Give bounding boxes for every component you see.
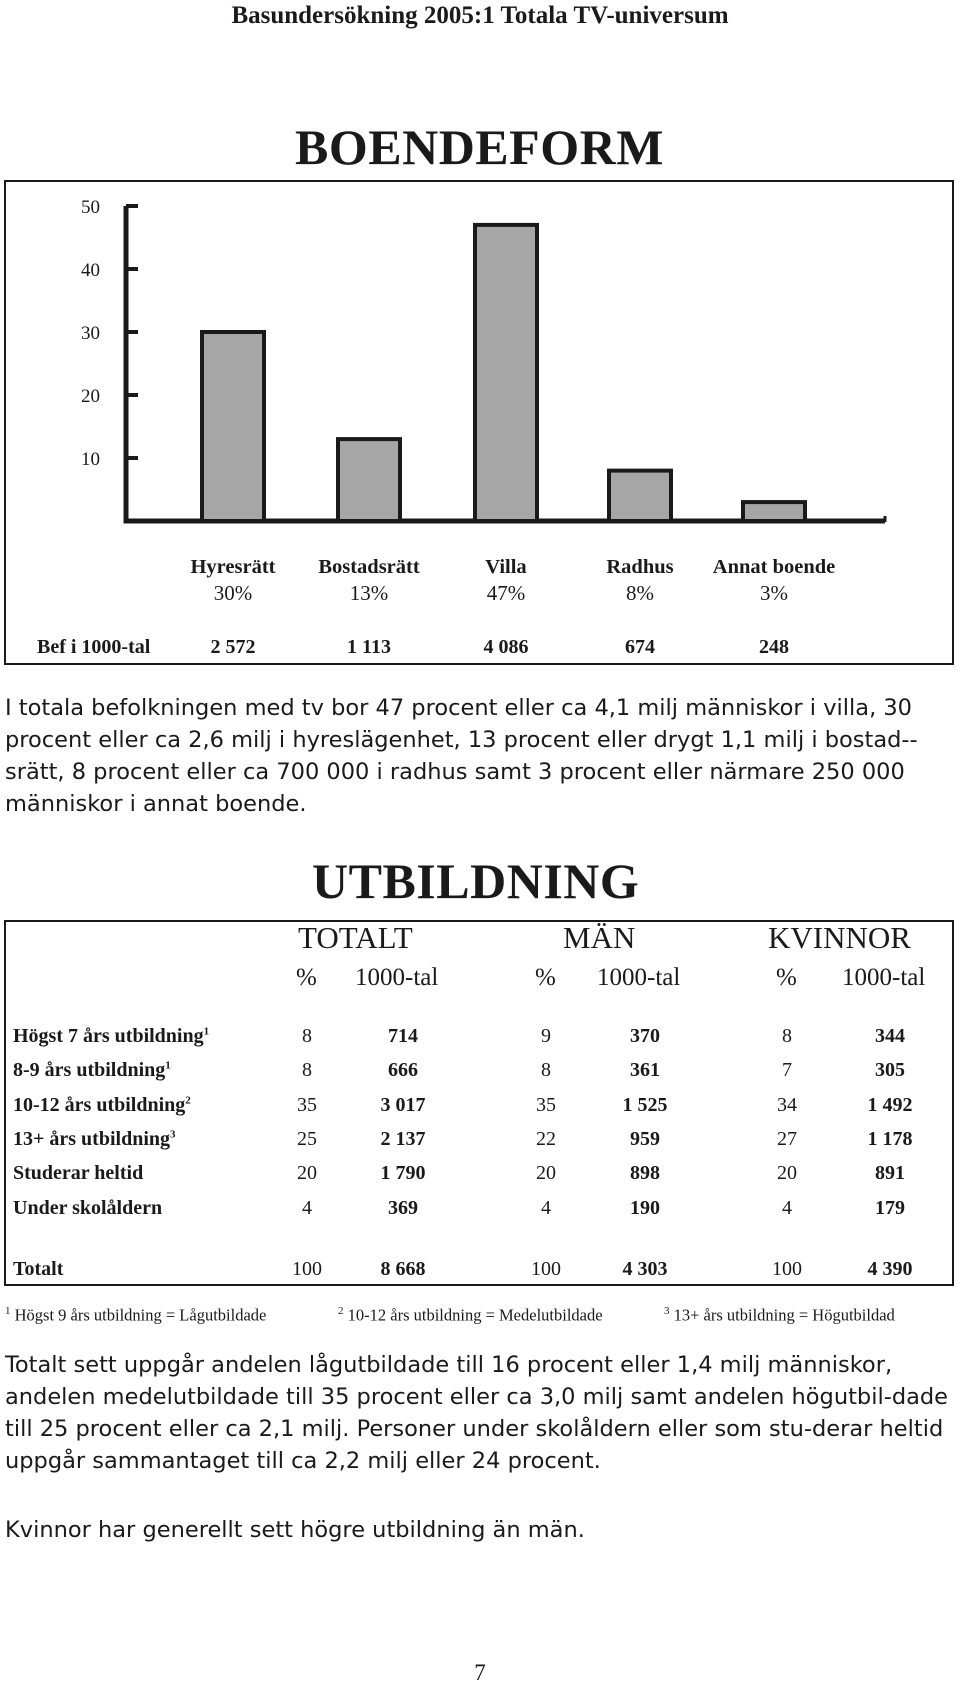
bar-5: [743, 502, 805, 521]
row-label-text: 8-9 års utbildning: [13, 1059, 166, 1081]
cell-1000-tal: 714: [388, 1025, 418, 1047]
bef-value: 4 086: [483, 636, 529, 658]
cell-percent: 25: [297, 1128, 317, 1150]
cell-percent: 7: [782, 1059, 792, 1081]
total-percent: 100: [292, 1258, 322, 1280]
cell-percent: 20: [777, 1162, 797, 1184]
cell-1000-tal: 190: [630, 1197, 660, 1219]
footnote-1: $^1$ Högst 9 års utbildning = Lågutbildade: [5, 1305, 267, 1325]
total-percent: 100: [772, 1258, 802, 1280]
row-label: [13, 1162, 143, 1185]
percent-label: 47%: [486, 581, 526, 605]
tal-header: 1000-tal: [597, 964, 681, 991]
cell-percent: 9: [541, 1025, 551, 1047]
cell-1000-tal: 1 178: [867, 1128, 913, 1150]
boendeform-chart: [6, 182, 952, 663]
page-number: 7: [474, 1660, 486, 1685]
cell-1000-tal: 369: [388, 1197, 418, 1219]
bef-value: 1 113: [347, 636, 391, 658]
row-label: [13, 1128, 176, 1151]
group-header: MÄN: [563, 920, 636, 955]
bar-1: [202, 332, 264, 521]
utbildning-text-2: Kvinnor har generellt sett högre utbildning än män.: [5, 1517, 585, 1543]
utbildning-text: Totalt sett uppgår andelen lågutbildade till 16 procent eller 1,4 milj människor, andelen medelutbildade till 35 procent eller ca 3,0 milj samt andelen högutbil-dade till 25 procent eller ca 2,1 milj. Personer under skolåldern eller som stu-derar heltid uppgår sammantaget till ca 2,2 milj eller 24 procent.: [5, 1352, 949, 1474]
row-label-text: Under skolåldern: [13, 1197, 163, 1219]
cell-percent: 20: [536, 1162, 556, 1184]
row-label: [13, 1094, 191, 1117]
cell-percent: 27: [777, 1128, 797, 1150]
boendeform-text: I totala befolkningen med tv bor 47 procent eller ca 4,1 milj människor i villa, 30 procent eller ca 2,6 milj i hyreslägenhet, 13 procent eller drygt 1,1 milj i bostad-srätt, 8 procent eller ca 700 000 i radhus samt 3 procent eller närmare 250 000 människor i annat boende.: [5, 695, 918, 817]
cell-percent: 4: [541, 1197, 551, 1219]
cell-1000-tal: 1 790: [380, 1162, 426, 1184]
row-footnote-marker: 2: [185, 1094, 191, 1107]
row-footnote-marker: 3: [170, 1128, 176, 1141]
pct-header: %: [296, 964, 317, 991]
category-label: Hyresrätt: [190, 556, 276, 578]
cell-1000-tal: 3 017: [380, 1094, 426, 1116]
utbildning-paragraph: [5, 1349, 950, 1477]
cell-percent: 8: [302, 1025, 312, 1047]
cell-1000-tal: 898: [630, 1162, 660, 1184]
row-label-text: 13+ års utbildning: [13, 1128, 171, 1150]
cell-1000-tal: 959: [630, 1128, 660, 1150]
cell-percent: 20: [297, 1162, 317, 1184]
footnote-2: $^2$ 10-12 års utbildning = Medelutbildade: [338, 1305, 603, 1325]
cell-1000-tal: 361: [630, 1059, 660, 1081]
tal-header: 1000-tal: [842, 964, 926, 991]
cell-1000-tal: 179: [875, 1197, 905, 1219]
category-label: Annat boende: [712, 556, 836, 578]
total-1000-tal: 8 668: [380, 1258, 426, 1280]
y-tick-label: 20: [81, 386, 100, 407]
bef-value: 248: [759, 636, 789, 658]
group-header: TOTALT: [298, 920, 413, 955]
row-footnote-marker: 1: [165, 1059, 171, 1072]
page-header: Basundersökning 2005:1 Totala TV-universum: [231, 2, 729, 29]
y-tick-label: 30: [81, 323, 100, 344]
category-label: Villa: [485, 556, 527, 578]
tal-header: 1000-tal: [355, 964, 439, 991]
y-tick-label: 50: [81, 197, 100, 218]
total-1000-tal: 4 390: [867, 1258, 913, 1280]
cell-percent: 8: [541, 1059, 551, 1081]
cell-percent: 4: [302, 1197, 312, 1219]
cell-percent: 8: [302, 1059, 312, 1081]
cell-1000-tal: 891: [875, 1162, 905, 1184]
row-label: [13, 1197, 162, 1220]
percent-label: 30%: [213, 581, 253, 605]
bar-3: [475, 225, 537, 521]
utbildning-paragraph-2: [5, 1514, 950, 1546]
cell-percent: 35: [297, 1094, 317, 1116]
bef-label: Bef i 1000-tal: [37, 636, 151, 658]
bef-value: 674: [625, 636, 655, 658]
pct-header: %: [776, 964, 797, 991]
percent-label: 3%: [760, 581, 788, 605]
total-label: Totalt: [13, 1258, 64, 1280]
total-percent: 100: [531, 1258, 561, 1280]
row-label: [13, 1059, 171, 1082]
bar-2: [338, 439, 400, 521]
bar-4: [609, 471, 671, 521]
cell-1000-tal: 370: [630, 1025, 660, 1047]
boendeform-paragraph: [5, 692, 950, 820]
cell-percent: 34: [777, 1094, 797, 1116]
cell-1000-tal: 1 525: [622, 1094, 668, 1116]
row-label-text: Högst 7 års utbildning: [13, 1025, 204, 1047]
cell-percent: 22: [536, 1128, 556, 1150]
percent-label: 8%: [626, 581, 654, 605]
cell-1000-tal: 666: [388, 1059, 418, 1081]
row-label-text: Studerar heltid: [13, 1162, 144, 1184]
bef-value: 2 572: [210, 636, 256, 658]
utbildning-title: UTBILDNING: [312, 853, 640, 909]
cell-percent: 35: [536, 1094, 556, 1116]
cell-percent: 4: [782, 1197, 792, 1219]
row-label-text: 10-12 års utbildning: [13, 1094, 186, 1116]
category-label: Radhus: [606, 556, 674, 578]
boendeform-chart-box: [4, 180, 954, 665]
total-1000-tal: 4 303: [622, 1258, 668, 1280]
row-label: [13, 1025, 209, 1048]
footnote-3: $^3$ 13+ års utbildning = Högutbildad: [664, 1305, 895, 1325]
y-tick-label: 40: [81, 260, 100, 281]
percent-label: 13%: [349, 581, 389, 605]
category-label: Bostadsrätt: [318, 556, 420, 578]
boendeform-title: BOENDEFORM: [295, 119, 664, 175]
y-tick-label: 10: [81, 449, 100, 470]
cell-1000-tal: 344: [875, 1025, 905, 1047]
cell-1000-tal: 305: [875, 1059, 905, 1081]
row-footnote-marker: 1: [203, 1025, 210, 1038]
pct-header: %: [535, 964, 556, 991]
group-header: KVINNOR: [768, 920, 911, 955]
cell-percent: 8: [782, 1025, 792, 1047]
cell-1000-tal: 1 492: [867, 1094, 913, 1116]
cell-1000-tal: 2 137: [380, 1128, 426, 1150]
